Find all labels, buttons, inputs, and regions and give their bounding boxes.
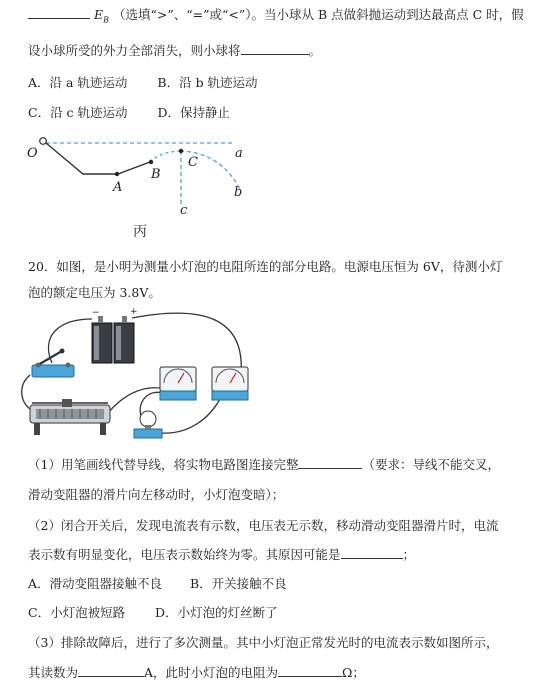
q20-option-c[interactable]: C．小灯泡被短路 (28, 605, 126, 620)
point-B-marker (149, 160, 153, 164)
q20-p1-text-a: （1）用笔画线代替导线，将实物电路图连接完整 (28, 457, 299, 472)
q20-line1-text: 20．如图，是小明为测量小灯泡的电阻所连的部分电路。电源电压恒为 6V，待测小灯 (28, 259, 503, 274)
switch-icon[interactable] (32, 349, 74, 378)
circuit-figure (0, 305, 554, 455)
label-b: b (234, 185, 243, 200)
q19-option-a[interactable]: A．沿 a 轨迹运动 (28, 75, 128, 90)
q20-line1 (28, 258, 502, 276)
energy-symbol: E (93, 7, 104, 22)
q20-option-a[interactable]: A．滑动变阻器接触不良 (28, 576, 163, 591)
q19-line2-end: 。 (308, 43, 322, 58)
battery-plus-label: + (130, 307, 138, 317)
q20-options-row1 (28, 575, 287, 593)
rheostat-icon[interactable] (30, 399, 110, 435)
q20-p3-line2 (28, 664, 365, 682)
figure-caption: 丙 (133, 224, 147, 240)
point-A-marker (115, 172, 119, 176)
label-a: a (235, 146, 243, 161)
q20-line2 (28, 284, 161, 302)
ammeter-icon (212, 367, 248, 400)
q20-p3-text-b2: A，此时小灯泡的电阻为 (144, 665, 279, 680)
q20-p2-text-a: （2）闭合开关后，发现电流表有示数，电压表无示数，移动滑动变阻器滑片时，电流 (28, 518, 499, 533)
parabola-rise (150, 151, 180, 162)
answer-blank-5[interactable] (78, 664, 144, 677)
q20-p2-text-b: 表示数有明显变化，电压表示数始终为零。其原因可能是 (28, 547, 341, 562)
q20-option-d[interactable]: D．小灯泡的灯丝断了 (155, 605, 278, 620)
q20-p1-line2 (28, 486, 284, 504)
q20-p2-text-end: ； (402, 547, 416, 562)
q19-option-b[interactable]: B．沿 b 轨迹运动 (157, 75, 258, 90)
q20-p3-text-b3: Ω； (342, 665, 365, 680)
energy-subscript: B (103, 15, 109, 25)
q20-options-row2 (28, 604, 278, 622)
label-C: C (188, 155, 198, 170)
battery-icon (92, 316, 134, 363)
label-A: A (113, 180, 123, 195)
q20-p1-text-b: （要求：导线不能交叉， (362, 457, 500, 472)
q19-option-c[interactable]: C．沿 c 轨迹运动 (28, 105, 128, 120)
q20-option-b[interactable]: B．开关接触不良 (190, 576, 287, 591)
voltmeter-icon (160, 367, 196, 400)
track-line (46, 143, 150, 174)
point-C-marker (179, 149, 183, 153)
label-B: B (151, 167, 161, 182)
q20-p3-text-a: （3）排除故障后，进行了多次测量。其中小灯泡正常发光时的电流表示数如图所示， (28, 635, 499, 650)
wire-lamp-ammeter (160, 399, 220, 433)
q20-p3-line1 (28, 634, 498, 652)
answer-blank-4[interactable] (341, 546, 403, 559)
q20-p2-line2 (28, 546, 415, 564)
wire-battery-switch (48, 319, 92, 363)
q19-line2-text: 设小球所受的外力全部消失，则小球将 (28, 43, 241, 58)
battery-minus-label: − (92, 308, 100, 318)
label-O: O (27, 146, 38, 161)
q19-line1-text: （选填“>”、“=”或“<”）。当小球从 B 点做斜抛运动到达最高点 C 时，假 (112, 7, 524, 22)
lamp-icon (134, 411, 162, 438)
q20-p1-line1 (28, 456, 500, 474)
q20-p3-text-b1: 其读数为 (28, 665, 79, 680)
wire-switch-rheostat (22, 375, 30, 409)
point-O-marker (40, 138, 47, 145)
q20-line2-text: 泡的额定电压为 3.8V。 (28, 285, 161, 300)
answer-blank-3[interactable] (298, 456, 362, 469)
q20-p2-line1 (28, 517, 498, 535)
q19-option-d[interactable]: D．保持静止 (157, 105, 231, 120)
trajectory-figure (0, 0, 554, 260)
answer-blank-6[interactable] (278, 664, 342, 677)
q20-p1-text-c: 滑动变阻器的滑片向左移动时，小灯泡变暗）； (28, 487, 285, 502)
label-c: c (180, 203, 188, 218)
